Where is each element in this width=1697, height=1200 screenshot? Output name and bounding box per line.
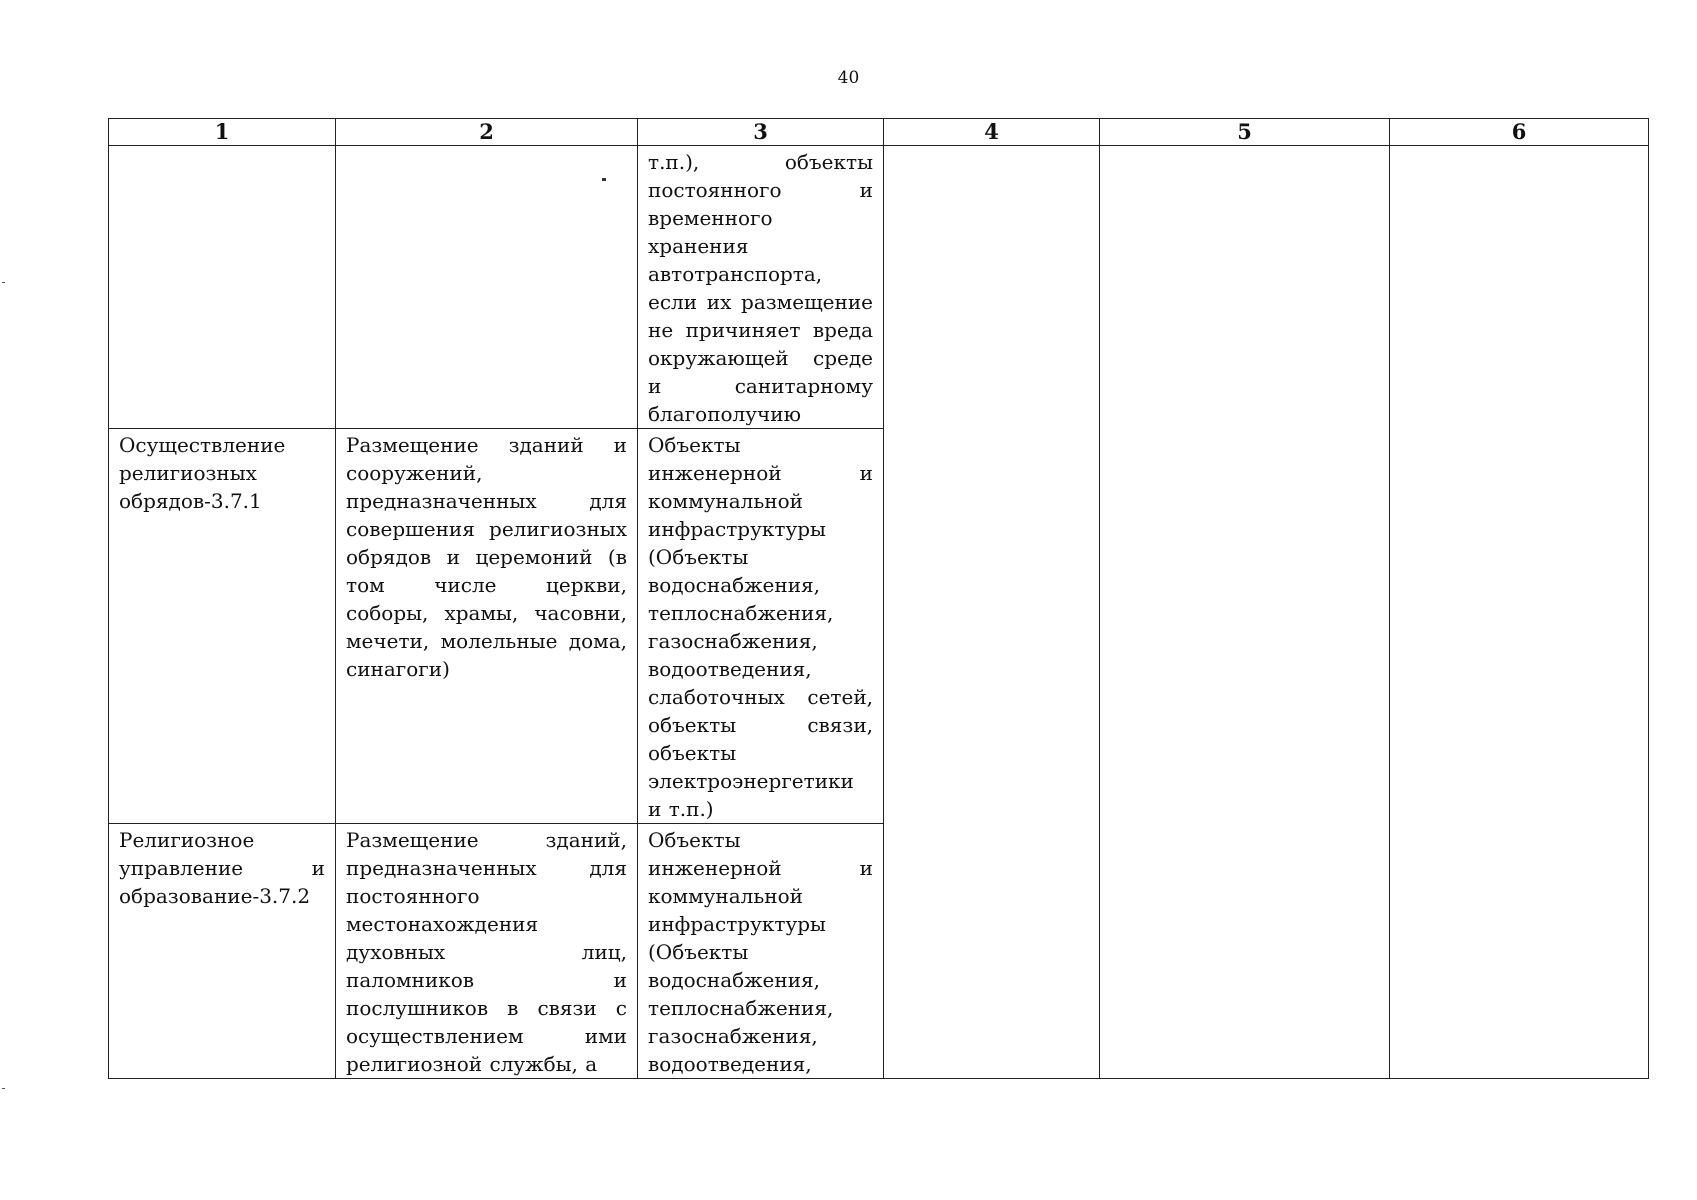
row-2-col-2: Размещение зданий и сооружений, предназначенных для совершения религиозных обрядов и церемоний (в том числе церкви, соборы, храмы, часовни, мечети, молельные дома, синагоги) bbox=[336, 429, 638, 824]
column-5-cell bbox=[1100, 146, 1390, 1079]
regulations-table bbox=[108, 118, 1649, 1079]
column-header-1: 1 bbox=[109, 119, 336, 146]
row-1-col-1 bbox=[109, 146, 336, 429]
page-number: 40 bbox=[837, 68, 860, 88]
scan-speck bbox=[2, 1088, 5, 1089]
column-header-2: 2 bbox=[336, 119, 638, 146]
table-row bbox=[109, 146, 1649, 429]
column-header-6: 6 bbox=[1390, 119, 1649, 146]
row-2-col-3: Объекты инженерной и коммунальной инфраструктуры (Объекты водоснабжения, теплоснабжения, газоснабжения, водоотведения, слаботочных сетей, объекты связи, объекты электроэнергетики и т.п.) bbox=[638, 429, 884, 824]
column-6-cell bbox=[1390, 146, 1649, 1079]
scan-speck bbox=[602, 178, 606, 181]
column-header-3: 3 bbox=[638, 119, 884, 146]
column-4-cell bbox=[884, 146, 1100, 1079]
row-2-col-1: Осуществление религиозных обрядов-3.7.1 bbox=[109, 429, 336, 824]
header-row bbox=[109, 119, 1649, 146]
row-1-col-2 bbox=[336, 146, 638, 429]
column-header-5: 5 bbox=[1100, 119, 1390, 146]
row-1-col-3: т.п.), объекты постоянного и временного хранения автотранспорта, если их размещение не причиняет вреда окружающей среде и санитарному благополучию bbox=[638, 146, 884, 429]
row-3-col-3: Объекты инженерной и коммунальной инфраструктуры (Объекты водоснабжения, теплоснабжения, газоснабжения, водоотведения, bbox=[638, 824, 884, 1079]
column-header-4: 4 bbox=[884, 119, 1100, 146]
scan-speck bbox=[2, 282, 5, 283]
row-3-col-2: Размещение зданий, предназначенных для постоянного местонахождения духовных лиц, паломников и послушников в связи с осуществлением ими религиозной службы, а bbox=[336, 824, 638, 1079]
row-3-col-1: Религиозное управление и образование-3.7.2 bbox=[109, 824, 336, 1079]
